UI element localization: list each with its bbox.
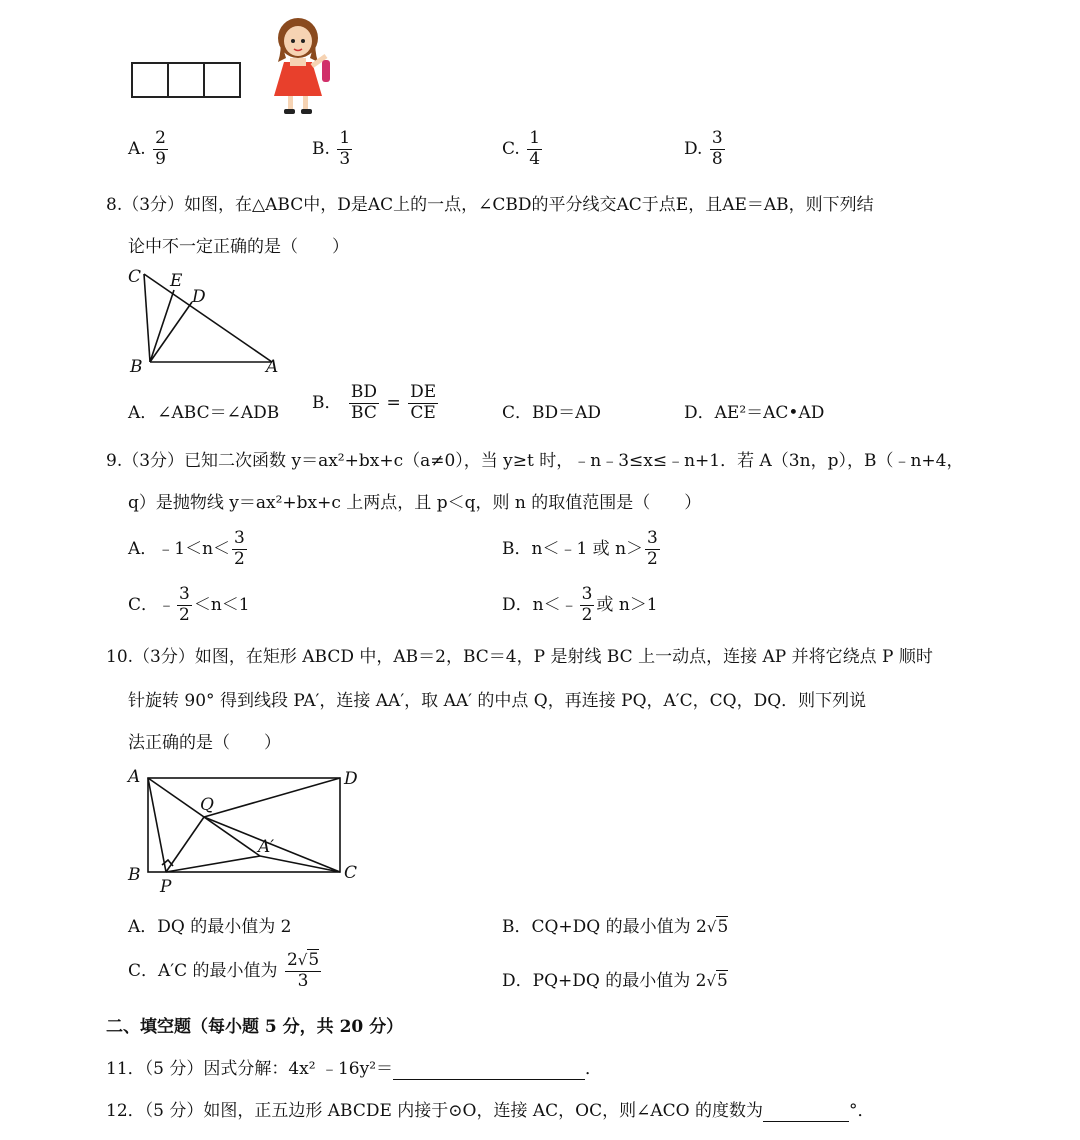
option-label: A.: [128, 138, 146, 159]
point-label-d: D: [344, 769, 358, 789]
fraction: $\frac{3}{2}$: [647, 528, 658, 569]
q8-option-d[interactable]: D．AE²＝AC•AD: [684, 403, 825, 423]
option-fraction: $\frac{1}{3}$: [339, 128, 351, 169]
q7-option-c[interactable]: [502, 130, 544, 169]
q9-option-d[interactable]: D．n＜﹣ $\frac{3}{2}$ 或 n＞1: [502, 584, 658, 625]
q11: 11．（5 分）因式分解：4x² ﹣16y²＝ ．: [106, 1059, 603, 1079]
point-label-b: B: [128, 865, 141, 885]
q9-option-a[interactable]: A．﹣1＜n＜ $\frac{3}{2}$: [128, 528, 245, 569]
q7-option-a[interactable]: [128, 130, 170, 169]
option-fraction: $\frac{3}{8}$: [711, 128, 723, 169]
point-label-e: E: [170, 271, 183, 291]
section-title-fill-in: 二、填空题（每小题 5 分，共 20 分）: [106, 1017, 404, 1037]
fraction-bd-bc: $\frac{BD}{BC}$: [350, 382, 378, 423]
q9-option-b[interactable]: B．n＜﹣1 或 n＞ $\frac{3}{2}$: [502, 528, 658, 569]
q8-stem-line1: 8.（3分）如图，在△ABC中，D是AC上的一点，∠CBD的平分线交AC于点E，且AE＝AB，则下列结: [106, 195, 874, 215]
q8-triangle-figure: [124, 262, 294, 380]
q10-option-d[interactable]: D．PQ+DQ 的最小值为 2√5: [502, 971, 728, 991]
point-label-d: D: [192, 287, 206, 307]
point-label-p: P: [160, 877, 172, 896]
option-label: D.: [684, 138, 703, 159]
fraction: $\frac{3}{2}$: [581, 584, 593, 625]
q10-rectangle-figure: [124, 762, 374, 896]
q10-stem-line1: 10.（3分）如图，在矩形 ABCD 中，AB＝2，BC＝4，P 是射线 BC 上一动点，连接 AP 并将它绕点 P 顺时: [106, 647, 933, 667]
option-label: B.: [312, 138, 330, 159]
q9-stem-line1: 9.（3分）已知二次函数 y＝ax²+bx+c（a≠0），当 y≥t 时，﹣n﹣3≤x≤﹣n+1．若 A（3n，p），B（﹣n+4，: [106, 451, 964, 471]
option-fraction: $\frac{2}{9}$: [155, 128, 166, 169]
q8-option-c[interactable]: C．BD＝AD: [502, 403, 602, 423]
point-label-q: Q: [200, 795, 214, 815]
point-label-b: B: [130, 357, 143, 377]
fraction-2sqrt5-over-3: $\frac{2√5}{3}$: [286, 950, 320, 991]
answer-blank[interactable]: [393, 1059, 585, 1080]
q8-stem-line2: 论中不一定正确的是（ ）: [128, 237, 349, 257]
answer-blank[interactable]: [763, 1101, 849, 1122]
point-label-c: C: [128, 267, 142, 287]
q12: 12．（5 分）如图，正五边形 ABCDE 内接于⊙O，连接 AC，OC，则∠ACO 的度数为 °．: [106, 1101, 875, 1121]
fraction: $\frac{3}{2}$: [179, 584, 190, 625]
option-fraction: $\frac{1}{4}$: [529, 128, 541, 169]
q10-option-a[interactable]: A．DQ 的最小值为 2: [128, 917, 292, 937]
point-label-c: C: [344, 863, 358, 883]
three-boxes-figure: [131, 62, 239, 98]
point-label-a-prime: A′: [258, 837, 275, 857]
q7-option-b[interactable]: [312, 130, 354, 169]
point-label-a: A: [128, 767, 141, 787]
q10-option-c[interactable]: C．A′C 的最小值为 $\frac{2√5}{3}$: [128, 950, 320, 991]
fraction-de-ce: $\frac{DE}{CE}$: [410, 382, 437, 423]
q10-stem-line2: 针旋转 90° 得到线段 PA′，连接 AA′，取 AA′ 的中点 Q，再连接 PQ，A′C，CQ，DQ．则下列说: [128, 691, 867, 711]
q8-option-b[interactable]: B． $\frac{BD}{BC}$ = $\frac{DE}{CE}$: [312, 382, 437, 423]
q10-stem-line3: 法正确的是（ ）: [128, 733, 281, 753]
q10-option-b[interactable]: B．CQ+DQ 的最小值为 2√5: [502, 917, 729, 937]
girl-illustration: [262, 10, 334, 118]
q8-option-a[interactable]: A．∠ABC＝∠ADB: [128, 403, 280, 423]
q9-option-c[interactable]: C．﹣ $\frac{3}{2}$ ＜n＜1: [128, 584, 250, 625]
q9-stem-line2: q）是抛物线 y＝ax²+bx+c 上两点，且 p＜q，则 n 的取值范围是（ ）: [128, 493, 702, 513]
point-label-a: A: [266, 357, 279, 377]
fraction: $\frac{3}{2}$: [234, 528, 245, 569]
option-label: C.: [502, 138, 520, 159]
q7-option-d[interactable]: [684, 130, 727, 169]
